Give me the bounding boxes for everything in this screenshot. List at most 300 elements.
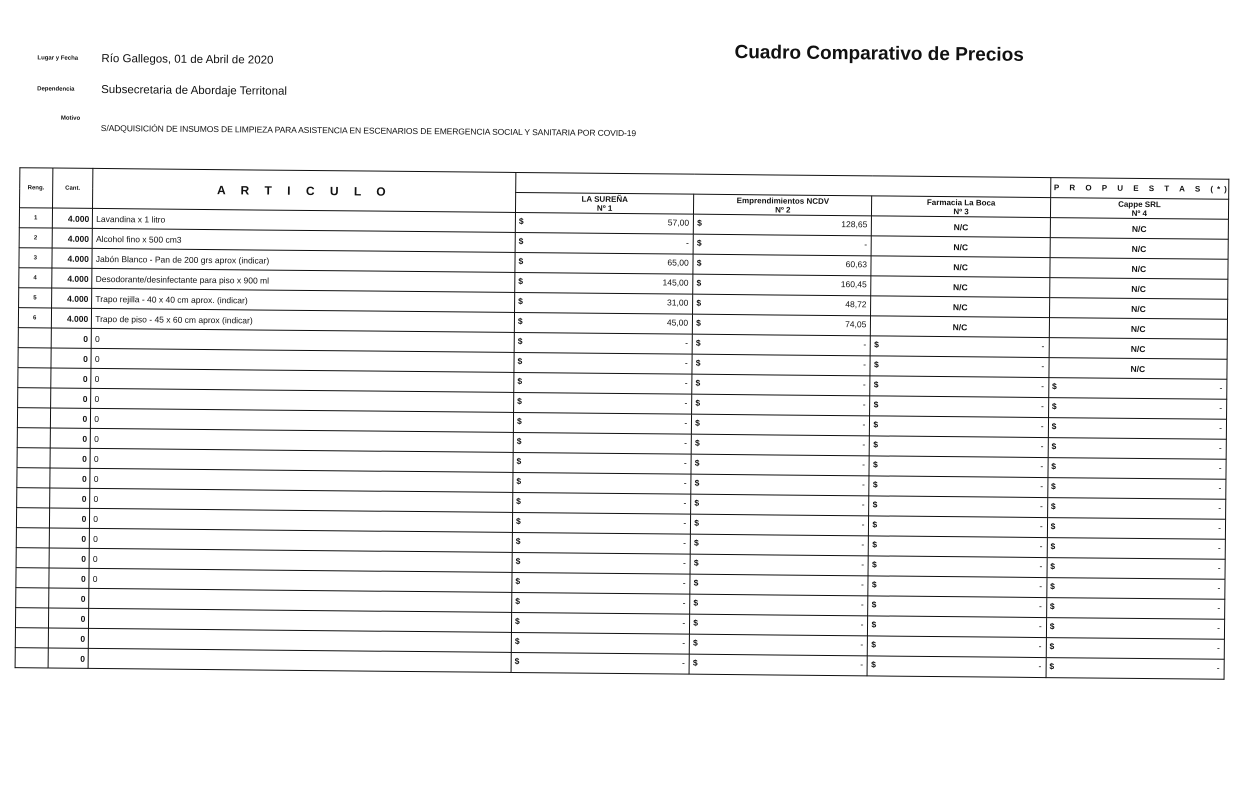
price-amount: - xyxy=(863,359,867,370)
articulo-cell: 0 xyxy=(91,328,514,352)
price-amount: - xyxy=(1039,581,1043,592)
price-amount: - xyxy=(861,499,865,510)
currency-symbol: $ xyxy=(872,519,878,530)
price-amount: - xyxy=(684,357,688,368)
price-cell xyxy=(870,376,1048,398)
currency-symbol: $ xyxy=(517,335,523,347)
price-cell xyxy=(513,492,691,514)
price-amount: - xyxy=(682,637,686,648)
price-amount: - xyxy=(683,457,687,468)
price-amount: - xyxy=(1041,341,1045,352)
price-cell xyxy=(1047,478,1225,500)
price-cell xyxy=(870,396,1048,418)
cantidad-cell: 0 xyxy=(49,528,90,548)
supplier-header-1 xyxy=(515,192,693,214)
price-cell xyxy=(692,414,870,436)
price-amount: - xyxy=(1040,441,1044,452)
price-cell xyxy=(693,274,871,296)
price-cell xyxy=(869,516,1047,538)
renglon-cell xyxy=(17,428,50,448)
price-cell xyxy=(871,336,1049,358)
price-cell xyxy=(691,474,869,496)
currency-symbol: $ xyxy=(1051,461,1057,472)
price-cell xyxy=(693,294,871,316)
renglon-cell xyxy=(16,568,49,588)
price-cell-nc: N/C xyxy=(1050,238,1228,260)
price-amount: - xyxy=(1038,641,1042,652)
price-amount: - xyxy=(684,397,688,408)
price-amount: 145,00 xyxy=(662,277,689,288)
price-cell-nc: N/C xyxy=(872,216,1050,238)
price-cell xyxy=(515,212,693,234)
price-amount: - xyxy=(683,497,687,508)
articulo-cell: Alcohol fino x 500 cm3 xyxy=(92,228,515,252)
price-cell xyxy=(515,252,693,274)
price-cell xyxy=(691,514,869,536)
price-amount: - xyxy=(1218,462,1222,473)
currency-symbol: $ xyxy=(872,539,878,550)
currency-symbol: $ xyxy=(873,439,879,450)
renglon-cell: 5 xyxy=(19,288,52,308)
price-amount: - xyxy=(1217,582,1221,593)
price-amount: - xyxy=(1218,442,1222,453)
price-cell xyxy=(868,596,1046,618)
currency-symbol: $ xyxy=(515,555,521,567)
price-amount: 60,63 xyxy=(845,259,868,270)
supplier-number: Nº 1 xyxy=(596,203,613,213)
cantidad-cell: 4.000 xyxy=(51,308,92,328)
price-cell xyxy=(513,432,691,454)
cantidad-cell: 0 xyxy=(49,468,90,488)
cantidad-cell: 0 xyxy=(50,408,91,428)
price-cell-nc: N/C xyxy=(871,296,1049,318)
price-amount: - xyxy=(861,519,865,530)
renglon-cell xyxy=(18,328,51,348)
price-comparison-table xyxy=(15,167,1230,680)
price-amount: - xyxy=(684,417,688,428)
price-cell xyxy=(690,594,868,616)
price-amount: - xyxy=(1219,382,1223,393)
price-cell xyxy=(869,456,1047,478)
currency-symbol: $ xyxy=(694,477,700,488)
currency-symbol: $ xyxy=(514,655,520,667)
currency-symbol: $ xyxy=(694,437,700,448)
price-cell xyxy=(870,416,1048,438)
currency-symbol: $ xyxy=(518,275,524,287)
currency-symbol: $ xyxy=(693,617,699,628)
price-cell xyxy=(1046,638,1224,660)
price-cell xyxy=(869,496,1047,518)
renglon-cell xyxy=(16,508,49,528)
price-amount: - xyxy=(1040,481,1044,492)
price-cell xyxy=(693,234,871,256)
price-cell xyxy=(691,494,869,516)
currency-symbol: $ xyxy=(514,635,520,647)
currency-symbol: $ xyxy=(871,659,876,670)
currency-symbol: $ xyxy=(515,535,521,547)
price-cell-nc: N/C xyxy=(1050,258,1228,280)
price-cell xyxy=(514,372,692,394)
price-amount: - xyxy=(862,399,866,410)
price-cell xyxy=(868,616,1046,638)
price-amount: - xyxy=(1218,482,1222,493)
cantidad-cell: 4.000 xyxy=(52,228,93,248)
cantidad-cell: 0 xyxy=(51,348,92,368)
currency-symbol: $ xyxy=(871,619,877,630)
currency-symbol: $ xyxy=(873,399,879,410)
renglon-cell xyxy=(17,468,50,488)
price-cell xyxy=(1047,558,1225,580)
currency-symbol: $ xyxy=(693,537,699,548)
price-amount: - xyxy=(683,517,687,528)
supplier-header-4 xyxy=(1050,198,1228,220)
renglon-cell: 3 xyxy=(19,248,52,268)
price-amount: - xyxy=(862,459,866,470)
currency-symbol: $ xyxy=(1050,561,1056,572)
currency-symbol: $ xyxy=(1050,541,1056,552)
renglon-cell xyxy=(17,408,50,428)
price-cell xyxy=(511,652,689,674)
price-amount: - xyxy=(860,619,864,630)
currency-symbol: $ xyxy=(696,317,701,328)
renglon-cell xyxy=(17,448,50,468)
currency-symbol: $ xyxy=(872,559,877,570)
currency-symbol: $ xyxy=(873,359,879,370)
price-amount: - xyxy=(862,419,866,430)
price-cell xyxy=(512,592,690,614)
price-amount: - xyxy=(1218,522,1222,533)
price-cell xyxy=(1046,598,1224,620)
price-cell xyxy=(515,272,693,294)
price-cell xyxy=(870,436,1048,458)
price-cell xyxy=(514,312,692,334)
price-cell xyxy=(868,576,1046,598)
motivo-value: S/ADQUISICIÓN DE INSUMOS DE LIMPIEZA PARA ASISTENCIA EN ESCENARIOS DE EMERGENCIA SOCIAL Y SANITARIA POR COVID-19 xyxy=(100,122,637,139)
articulo-cell: Trapo rejilla - 40 x 40 cm aprox. (indicar) xyxy=(92,288,515,312)
price-cell-nc: N/C xyxy=(1049,298,1227,320)
price-cell xyxy=(868,656,1046,678)
price-amount: - xyxy=(1039,521,1043,532)
price-cell xyxy=(693,314,871,336)
price-cell xyxy=(1048,398,1226,420)
articulo-cell: 0 xyxy=(90,488,513,512)
currency-symbol: $ xyxy=(516,415,522,427)
currency-symbol: $ xyxy=(1051,481,1056,492)
currency-symbol: $ xyxy=(1051,401,1057,412)
cantidad-cell: 0 xyxy=(48,588,89,608)
currency-symbol: $ xyxy=(1049,621,1055,632)
currency-symbol: $ xyxy=(516,455,522,467)
currency-symbol: $ xyxy=(871,599,877,610)
price-cell-nc: N/C xyxy=(1049,278,1227,300)
price-cell xyxy=(690,554,868,576)
supplier-name: LA SUREÑA xyxy=(581,194,628,204)
currency-symbol: $ xyxy=(518,295,523,307)
price-cell xyxy=(869,536,1047,558)
price-amount: - xyxy=(1038,621,1042,632)
header-articulo: A R T I C U L O xyxy=(93,168,516,212)
renglon-cell: 2 xyxy=(19,228,52,248)
price-cell-nc: N/C xyxy=(1050,218,1228,240)
articulo-cell: 0 xyxy=(90,468,513,492)
currency-symbol: $ xyxy=(871,639,877,650)
price-amount: - xyxy=(1039,601,1042,612)
cantidad-cell: 4.000 xyxy=(51,268,92,288)
articulo-cell: 0 xyxy=(90,448,513,472)
price-amount: - xyxy=(861,539,865,550)
currency-symbol: $ xyxy=(873,419,879,430)
currency-symbol: $ xyxy=(697,217,702,228)
currency-symbol: $ xyxy=(696,297,702,308)
cantidad-cell: 0 xyxy=(49,548,90,568)
cantidad-cell: 0 xyxy=(48,568,89,588)
articulo-cell: 0 xyxy=(91,348,514,372)
price-cell xyxy=(1047,518,1225,540)
currency-symbol: $ xyxy=(514,615,520,627)
currency-symbol: $ xyxy=(518,215,524,227)
currency-symbol: $ xyxy=(693,637,698,648)
cantidad-cell: 4.000 xyxy=(51,288,92,308)
price-amount: - xyxy=(1218,502,1222,513)
currency-symbol: $ xyxy=(693,597,699,608)
cantidad-cell: 0 xyxy=(50,388,91,408)
currency-symbol: $ xyxy=(518,255,524,267)
price-amount: - xyxy=(1041,381,1045,392)
price-cell xyxy=(1047,498,1225,520)
renglon-cell xyxy=(18,348,51,368)
price-cell xyxy=(515,292,693,314)
price-amount: - xyxy=(685,337,689,348)
currency-symbol: $ xyxy=(1049,641,1055,652)
price-cell xyxy=(868,556,1046,578)
cantidad-cell: 4.000 xyxy=(52,248,93,268)
price-amount: - xyxy=(1219,422,1222,433)
price-amount: - xyxy=(1038,660,1042,672)
price-amount: - xyxy=(862,439,866,450)
price-amount: - xyxy=(860,579,864,590)
price-amount: - xyxy=(682,557,686,568)
renglon-cell xyxy=(16,548,49,568)
articulo-cell: 0 xyxy=(91,388,514,412)
dependencia-value: Subsecretaria de Abordaje Territonal xyxy=(101,83,288,98)
currency-symbol: $ xyxy=(517,375,523,387)
price-cell xyxy=(512,572,690,594)
motivo-label: Motivo xyxy=(60,115,81,122)
price-amount: - xyxy=(684,377,688,388)
articulo-cell: 0 xyxy=(91,408,514,432)
price-cell xyxy=(1047,538,1225,560)
price-cell xyxy=(689,634,867,656)
articulo-cell: Lavandina x 1 litro xyxy=(93,208,516,232)
price-cell xyxy=(692,374,870,396)
cantidad-cell: 0 xyxy=(48,648,89,668)
price-amount: - xyxy=(1217,562,1221,573)
price-amount: 160,45 xyxy=(840,279,867,290)
price-amount: 45,00 xyxy=(666,317,689,328)
currency-symbol: $ xyxy=(873,379,879,390)
currency-symbol: $ xyxy=(696,277,702,288)
renglon-cell xyxy=(15,608,48,628)
currency-symbol: $ xyxy=(516,495,521,507)
price-cell xyxy=(511,632,689,654)
price-amount: - xyxy=(681,657,685,668)
price-amount: - xyxy=(683,477,687,488)
lugar-label: Lugar y Fecha xyxy=(37,55,79,62)
cantidad-cell: 0 xyxy=(49,488,90,508)
price-cell xyxy=(1048,378,1226,400)
price-amount: - xyxy=(1219,402,1223,413)
currency-symbol: $ xyxy=(696,257,702,268)
currency-symbol: $ xyxy=(518,235,524,247)
header-cantidad: Cant. xyxy=(52,168,93,208)
price-cell-nc: N/C xyxy=(1049,338,1227,360)
price-amount: - xyxy=(1040,501,1043,512)
currency-symbol: $ xyxy=(695,357,701,368)
price-cell xyxy=(511,612,689,634)
supplier-name: Emprendimientos NCDV xyxy=(736,195,830,206)
price-amount: - xyxy=(1217,622,1221,633)
price-cell xyxy=(692,354,870,376)
price-amount: - xyxy=(1040,421,1044,432)
price-cell xyxy=(515,232,693,254)
price-cell xyxy=(692,394,870,416)
currency-symbol: $ xyxy=(517,355,523,367)
price-cell xyxy=(1046,658,1224,680)
price-amount: - xyxy=(860,599,864,610)
currency-symbol: $ xyxy=(693,577,699,588)
renglon-cell xyxy=(18,388,51,408)
currency-symbol: $ xyxy=(871,579,877,590)
currency-symbol: $ xyxy=(695,337,701,348)
renglon-cell xyxy=(17,488,50,508)
price-cell xyxy=(691,454,869,476)
price-cell xyxy=(870,356,1048,378)
articulo-cell: 0 xyxy=(90,528,513,552)
dependencia-label: Dependencia xyxy=(37,86,75,93)
articulo-cell: 0 xyxy=(89,548,512,572)
articulo-cell: Trapo de piso - 45 x 60 cm aprox (indicar) xyxy=(92,308,515,332)
price-cell xyxy=(690,534,868,556)
renglon-cell: 1 xyxy=(19,208,52,228)
price-cell xyxy=(1046,618,1224,640)
currency-symbol: $ xyxy=(516,475,522,487)
renglon-cell xyxy=(15,648,48,668)
currency-symbol: $ xyxy=(694,457,700,468)
price-amount: - xyxy=(1040,401,1044,412)
currency-symbol: $ xyxy=(1050,581,1055,592)
price-amount: - xyxy=(1039,561,1043,572)
price-amount: - xyxy=(682,577,686,588)
price-amount: - xyxy=(1041,361,1045,372)
renglon-cell xyxy=(18,368,51,388)
currency-symbol: $ xyxy=(515,595,521,607)
supplier-number: Nº 3 xyxy=(953,206,969,216)
price-amount: 31,00 xyxy=(667,297,689,308)
currency-symbol: $ xyxy=(1051,441,1057,452)
price-amount: - xyxy=(684,437,688,448)
supplier-header-2 xyxy=(694,194,872,216)
supplier-name: Farmacia La Boca xyxy=(926,197,996,208)
price-amount: - xyxy=(864,239,868,250)
renglon-cell xyxy=(15,628,48,648)
price-cell-nc: N/C xyxy=(872,236,1050,258)
price-amount: - xyxy=(1039,541,1043,552)
currency-symbol: $ xyxy=(694,517,700,528)
price-cell xyxy=(869,476,1047,498)
price-amount: - xyxy=(682,617,686,628)
price-cell xyxy=(512,532,690,554)
price-cell xyxy=(1048,458,1226,480)
supplier-name: Cappe SRL xyxy=(1118,199,1161,209)
currency-symbol: $ xyxy=(517,395,522,407)
cantidad-cell: 0 xyxy=(49,508,90,528)
currency-symbol: $ xyxy=(695,397,701,408)
price-amount: 48,72 xyxy=(845,299,867,310)
price-amount: - xyxy=(860,639,864,650)
cantidad-cell: 0 xyxy=(51,328,92,348)
price-amount: - xyxy=(1040,461,1044,472)
cantidad-cell: 0 xyxy=(50,428,91,448)
price-cell-nc: N/C xyxy=(871,256,1049,278)
price-cell xyxy=(690,574,868,596)
price-cell xyxy=(1048,418,1226,440)
currency-symbol: $ xyxy=(1051,381,1057,392)
cantidad-cell: 0 xyxy=(50,368,91,388)
table-body xyxy=(15,208,1228,680)
header-renglon: Reng. xyxy=(20,168,53,208)
price-cell-nc: N/C xyxy=(871,276,1049,298)
price-cell xyxy=(514,332,692,354)
articulo-cell: 0 xyxy=(90,508,513,532)
price-cell xyxy=(691,434,869,456)
price-cell xyxy=(512,512,690,534)
currency-symbol: $ xyxy=(874,339,879,350)
cantidad-cell: 4.000 xyxy=(52,208,93,228)
currency-symbol: $ xyxy=(1049,661,1055,672)
articulo-cell: Desodorante/desinfectante para piso x 900 ml xyxy=(92,268,515,292)
header-propuestas: P R O P U E S T A S (*) xyxy=(1050,178,1228,200)
price-cell xyxy=(1047,578,1225,600)
currency-symbol: $ xyxy=(872,479,878,490)
renglon-cell: 4 xyxy=(19,268,52,288)
price-amount: - xyxy=(1217,602,1221,613)
renglon-cell: 6 xyxy=(18,308,51,328)
price-amount: 57,00 xyxy=(667,217,690,228)
cantidad-cell: 0 xyxy=(50,448,91,468)
articulo-cell xyxy=(88,648,511,672)
currency-symbol: $ xyxy=(695,377,701,388)
price-amount: - xyxy=(1216,642,1220,653)
renglon-cell xyxy=(16,528,49,548)
renglon-cell xyxy=(16,588,49,608)
articulo-cell: 0 xyxy=(89,568,512,592)
price-cell xyxy=(694,214,872,236)
currency-symbol: $ xyxy=(872,499,878,510)
price-amount: 65,00 xyxy=(667,257,689,268)
currency-symbol: $ xyxy=(516,435,522,447)
price-cell-nc: N/C xyxy=(1049,318,1227,340)
price-cell xyxy=(514,352,692,374)
currency-symbol: $ xyxy=(515,575,521,587)
price-amount: - xyxy=(861,479,865,490)
price-cell xyxy=(514,392,692,414)
price-amount: - xyxy=(686,237,689,248)
currency-symbol: $ xyxy=(695,417,700,428)
price-amount: - xyxy=(863,339,867,350)
price-cell xyxy=(689,654,867,676)
price-amount: - xyxy=(1216,662,1220,673)
price-cell xyxy=(512,552,690,574)
